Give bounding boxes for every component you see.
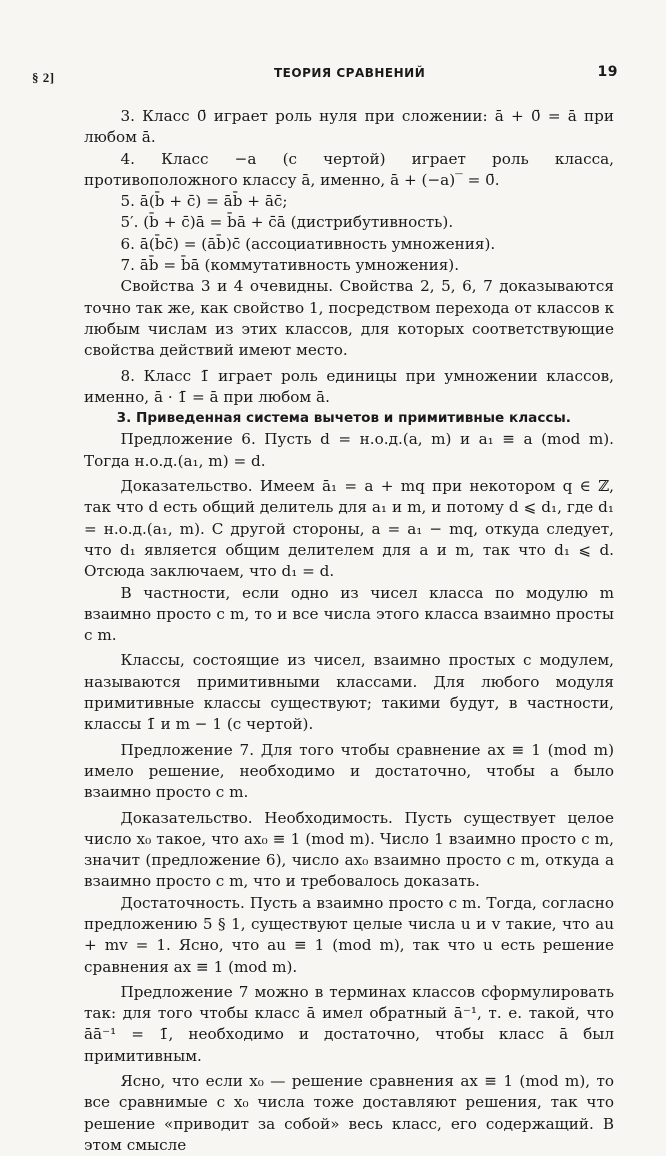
section-mark: § 2] [32, 70, 55, 85]
page-number: 19 [597, 64, 618, 80]
property-6: 6. ā(b̄c̄) = (āb̄)c̄ (ассоциативность умножения). [120, 234, 496, 253]
property-4: 4. Класс −a (с чертой) играет роль класса, противоположного классу ā, именно, ā + (−a)‾ = 0̄. [84, 149, 614, 189]
running-header [32, 60, 618, 85]
proof-sufficiency: Достаточность. Пусть a взаимно просто с m. Тогда, согласно предложению 5 § 1, существуют целые числа u и v такие, что au + mv = 1. Ясно, что au ≡ 1 (mod m), так что u есть решение сравнения ax ≡ 1 (mod m). [84, 893, 614, 976]
proof-6: Доказательство. Имеем ā₁ = a + mq при некотором q ∈ ℤ, так что d есть общий делитель для a₁ и m, и потому d ⩽ d₁, где d₁ = н.о.д.(a₁, m). С другой стороны, a = a₁ − mq, откуда следует, что d₁ является общим делителем для a и m, так что d₁ ⩽ d. Отсюда заключаем, что d₁ = d. [84, 477, 614, 581]
corollary-primitive: В частности, если одно из чисел класса по модулю m взаимно просто с m, то и все числа этого класса взаимно просты с m. [84, 583, 614, 645]
property-5-prime: 5′. (b̄ + c̄)ā = b̄ā + c̄ā (дистрибутивность). [120, 213, 454, 232]
property-5: 5. ā(b̄ + c̄) = āb̄ + āc̄; [120, 192, 288, 211]
solution-class-remark: Ясно, что если x₀ — решение сравнения ax ≡ 1 (mod m), то все сравнимые с x₀ числа тоже доставляют решения, так что решение «приводит за собой» весь класс, его содержащий. В этом смысле [84, 1072, 614, 1154]
property-8: 8. Класс 1̄ играет роль единицы при умножении классов, именно, ā · 1̄ = ā при любом ā. [84, 366, 614, 406]
chapter-title: ТЕОРИЯ СРАВНЕНИЙ [274, 66, 426, 80]
proposition-6: Предложение 6. Пусть d = н.о.д.(a, m) и a₁ ≡ a (mod m). Тогда н.о.д.(a₁, m) = d. [84, 430, 614, 470]
property-7: 7. āb̄ = b̄ā (коммутативность умножения). [120, 256, 460, 275]
page-body [84, 106, 614, 1156]
properties-remark: Свойства 3 и 4 очевидны. Свойства 2, 5, 6, 7 доказываются точно так же, как свойство 1, посредством перехода от классов к любым числам из этих классов, для которых соответствующие свойства действий имеют место. [84, 277, 614, 360]
primitive-classes-definition: Классы, состоящие из чисел, взаимно простых с модулем, называются примитивными классами. Для любого модуля примитивные классы существуют; такими будут, в частности, классы 1̄ и m − 1 (с чертой). [84, 651, 614, 734]
proof-necessity: Доказательство. Необходимость. Пусть существует целое число x₀ такое, что ax₀ ≡ 1 (mod m). Число 1 взаимно просто с m, значит (предложение 6), число ax₀ взаимно просто с m, откуда a взаимно просто с m, что и требовалось доказать. [84, 808, 614, 891]
property-3: 3. Класс 0̄ играет роль нуля при сложении: ā + 0̄ = ā при любом ā. [84, 107, 614, 147]
class-reformulation: Предложение 7 можно в терминах классов сформулировать так: для того чтобы класс ā имел обратный ā⁻¹, т. е. такой, что āā⁻¹ = 1̄, необходимо и достаточно, чтобы класс ā был примитивным. [84, 982, 614, 1065]
subsection-heading: 3. Приведенная система вычетов и примитивные классы. [116, 410, 571, 427]
proposition-7: Предложение 7. Для того чтобы сравнение ax ≡ 1 (mod m) имело решение, необходимо и достаточно, чтобы a было взаимно просто с m. [84, 740, 614, 802]
